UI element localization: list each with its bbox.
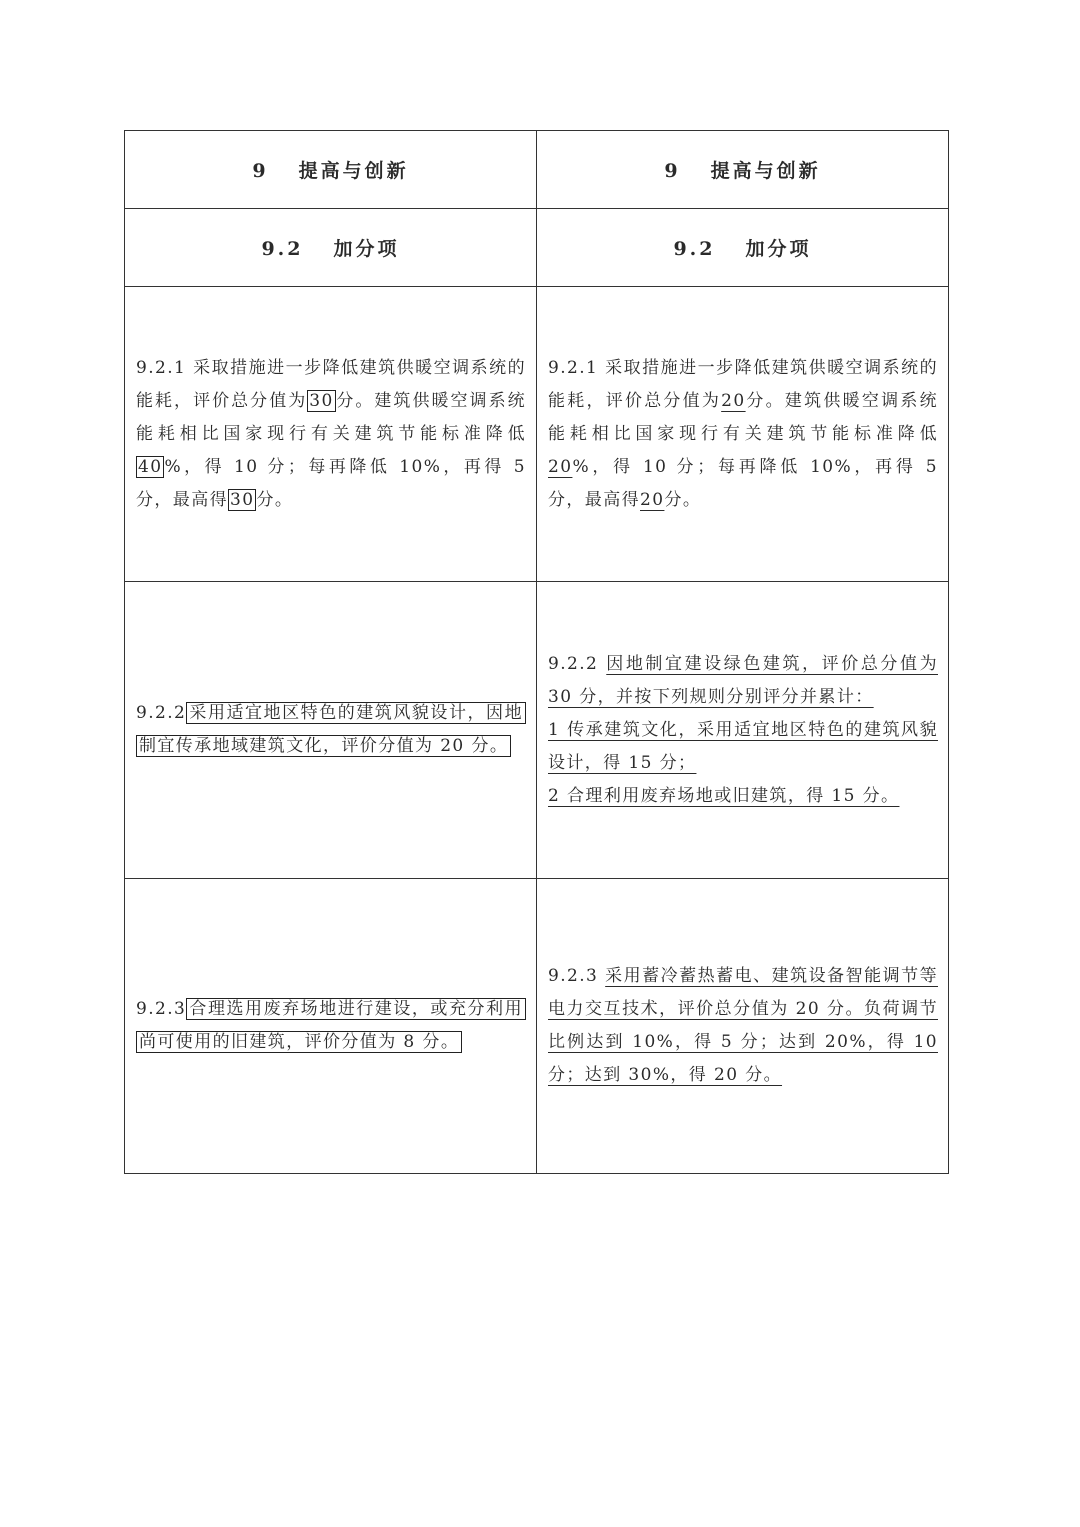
chapter-header-left: 9 提高与创新: [125, 131, 537, 209]
clause-9-2-1-new: [537, 287, 949, 582]
clause-text: 9.2.1 采取措施进一步降低建筑供暖空调系统的能耗，评价总分值为 30 分。建筑供暖空调系统能耗相比国家现行有关建筑节能标准降低40 %，得 10 分；每再降低 10%，再得 5 分，最高得 30 分。: [136, 357, 526, 510]
clause-text: 9.2.1 采取措施进一步降低建筑供暖空调系统的能耗，评价总分值为20分。建筑供暖空调系统能耗相比国家现行有关建筑节能标准降低20%，得 10 分；每再降低 10%，再得 5 分，最高得20分。: [548, 357, 938, 510]
clause-9-2-2-new: [537, 582, 949, 879]
changed-value-underline: 20: [548, 456, 573, 477]
clause-text: 9.2.3 采用蓄冷蓄热蓄电、建筑设备智能调节等电力交互技术，评价总分值为 20 分。负荷调节比例达到 10%，得 5 分；达到 20%，得 10 分；达到 30%，得 20 分。: [548, 966, 938, 1085]
clause-9-2-2-old: [125, 582, 537, 879]
clause-text: 9.2.2 因地制宜建设绿色建筑，评价总分值为 30 分，并按下列规则分别评分并累计： 1 传承建筑文化，采用适宜地区特色的建筑风貌设计，得 15 分； 2 合理利用废弃场地或旧建筑，得 15 分。: [548, 653, 938, 806]
section-header-left: 9.2 加分项: [125, 209, 537, 287]
comparison-table: [124, 130, 949, 1174]
clause-9-2-3-row: [125, 879, 949, 1174]
chapter-header-right: 9 提高与创新: [537, 131, 949, 209]
changed-value-box: 30: [230, 489, 255, 510]
added-text-underline: 因地制宜建设绿色建筑，评价总分值为 30 分，并按下列规则分别评分并累计：: [548, 653, 938, 707]
changed-value-underline: 20: [640, 489, 665, 510]
rule-item: 2 合理利用废弃场地或旧建筑，得 15 分。: [548, 785, 900, 806]
deleted-text-box: 采用适宜地区特色的建筑风貌设计，因地制宜传承地域建筑文化，评价分值为 20 分。: [136, 702, 526, 757]
chapter-header-row: [125, 131, 949, 209]
clause-9-2-1-row: [125, 287, 949, 582]
clause-text: 9.2.2 采用适宜地区特色的建筑风貌设计，因地制宜传承地域建筑文化，评价分值为 20 分。: [125, 697, 536, 763]
clause-9-2-3-old: [125, 879, 537, 1174]
clause-text: 9.2.3 合理选用废弃场地进行建设，或充分利用尚可使用的旧建筑，评价分值为 8 分。: [125, 993, 536, 1059]
clause-9-2-1-old: [125, 287, 537, 582]
changed-value-underline: 20: [721, 390, 746, 411]
changed-value-box: 30: [309, 390, 334, 411]
deleted-text-box: 合理选用废弃场地进行建设，或充分利用尚可使用的旧建筑，评价分值为 8 分。: [136, 998, 526, 1053]
changed-value-box: 40: [138, 456, 163, 477]
added-text-underline: 采用蓄冷蓄热蓄电、建筑设备智能调节等电力交互技术，评价总分值为 20 分。负荷调节比例达到 10%，得 5 分；达到 20%，得 10 分；达到 30%，得 20 分。: [548, 966, 938, 1085]
clause-9-2-3-new: [537, 879, 949, 1174]
section-header-row: [125, 209, 949, 287]
section-header-right: 9.2 加分项: [537, 209, 949, 287]
clause-9-2-2-row: [125, 582, 949, 879]
rule-item: 1 传承建筑文化，采用适宜地区特色的建筑风貌设计，得 15 分；: [548, 719, 938, 773]
